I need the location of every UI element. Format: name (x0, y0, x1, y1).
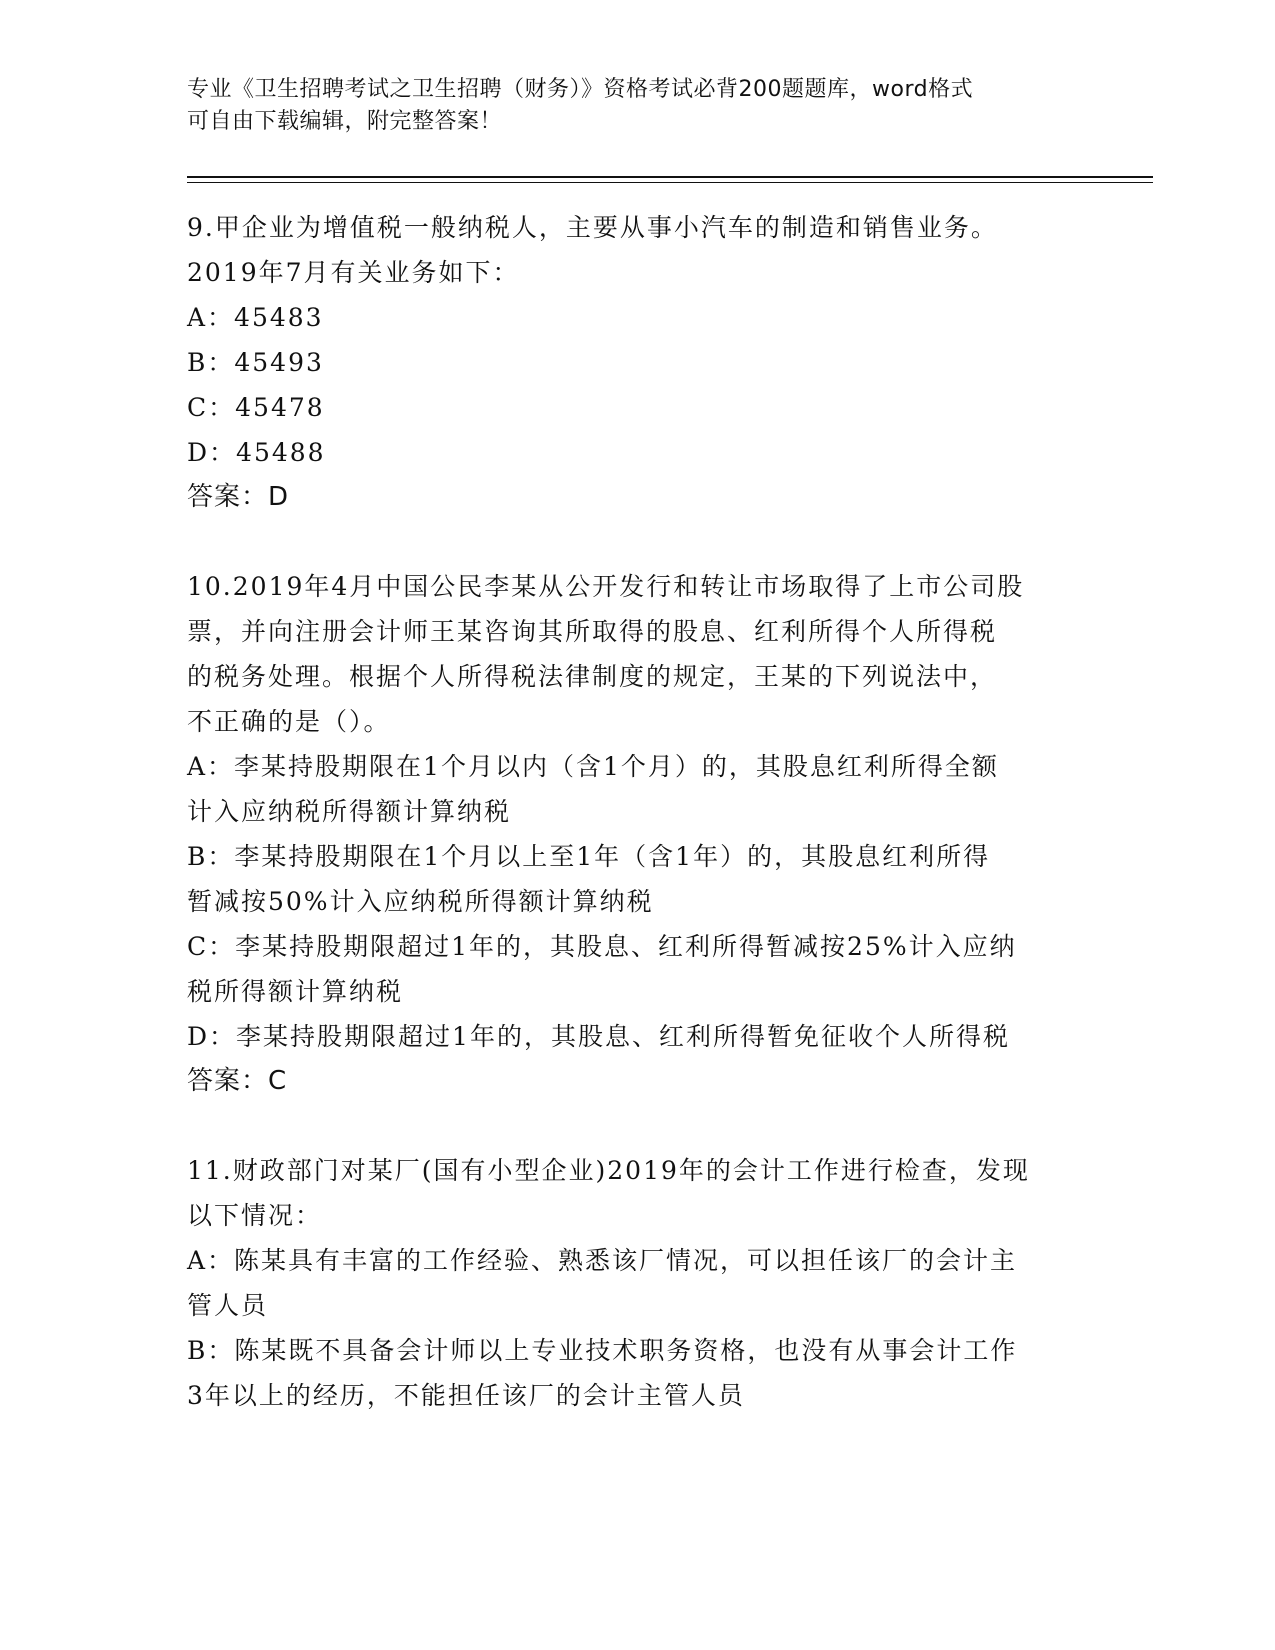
option-c (187, 924, 1087, 1014)
question-block (187, 1148, 1087, 1418)
option-text-line: 3年以上的经历，不能担任该厂的会计主管人员 (187, 1381, 745, 1410)
question-text-line: 的税务处理。根据个人所得税法律制度的规定，王某的下列说法中， (187, 662, 998, 691)
question-text-line: 11.财政部门对某厂(国有小型企业)2019年的会计工作进行检查，发现 (187, 1156, 1030, 1185)
option-text-line: D：李某持股期限超过1年的，其股息、红利所得暂免征收个人所得税 (187, 1022, 1010, 1051)
option-text-line: 暂减按50%计入应纳税所得额计算纳税 (187, 887, 654, 916)
option-a (187, 744, 1087, 834)
option-b (187, 340, 1087, 385)
question-block (187, 564, 1087, 1104)
option-b (187, 1328, 1087, 1418)
question-text-line: 9.甲企业为增值税一般纳税人，主要从事小汽车的制造和销售业务。 (187, 213, 998, 242)
option-text-line: C：李某持股期限超过1年的，其股息、红利所得暂减按25%计入应纳 (187, 932, 1017, 961)
option-d (187, 1014, 1087, 1059)
option-text-line: D：45488 (187, 438, 326, 467)
option-a (187, 295, 1087, 340)
option-b (187, 834, 1087, 924)
option-text-line: B：陈某既不具备会计师以上专业技术职务资格，也没有从事会计工作 (187, 1336, 1018, 1365)
option-a (187, 1238, 1087, 1328)
option-text-line: B：李某持股期限在1个月以上至1年（含1年）的，其股息红利所得 (187, 842, 991, 871)
option-text-line: B：45493 (187, 348, 324, 377)
question-text-line: 以下情况： (187, 1201, 323, 1230)
option-d (187, 430, 1087, 475)
header-rule-thin (187, 182, 1153, 183)
document-header (187, 74, 1087, 138)
option-text-line: A：45483 (187, 303, 324, 332)
option-text-line: C：45478 (187, 393, 325, 422)
question-block (187, 205, 1087, 520)
header-line-1: 专业《卫生招聘考试之卫生招聘（财务）》资格考试必背200题题库，word格式 (187, 77, 974, 102)
option-text-line: 税所得额计算纳税 (187, 977, 404, 1006)
header-line-2: 可自由下载编辑，附完整答案！ (187, 109, 503, 134)
question-text-line: 10.2019年4月中国公民李某从公开发行和转让市场取得了上市公司股 (187, 572, 1025, 601)
question-list (187, 205, 1087, 1418)
answer-line: 答案：C (187, 1066, 288, 1096)
question-spacer (187, 520, 1087, 564)
option-text-line: A：李某持股期限在1个月以内（含1个月）的，其股息红利所得全额 (187, 752, 999, 781)
question-text-line: 不正确的是（）。 (187, 707, 391, 736)
option-text-line: A：陈某具有丰富的工作经验、熟悉该厂情况，可以担任该厂的会计主 (187, 1246, 1018, 1275)
question-text-line: 2019年7月有关业务如下： (187, 258, 520, 287)
question-text-line: 票，并向注册会计师王某咨询其所取得的股息、红利所得个人所得税 (187, 617, 998, 646)
option-text-line: 计入应纳税所得额计算纳税 (187, 797, 512, 826)
question-spacer (187, 1104, 1087, 1148)
option-text-line: 管人员 (187, 1291, 269, 1320)
answer-line: 答案：D (187, 482, 290, 512)
option-c (187, 385, 1087, 430)
header-rule-thick (187, 176, 1153, 178)
